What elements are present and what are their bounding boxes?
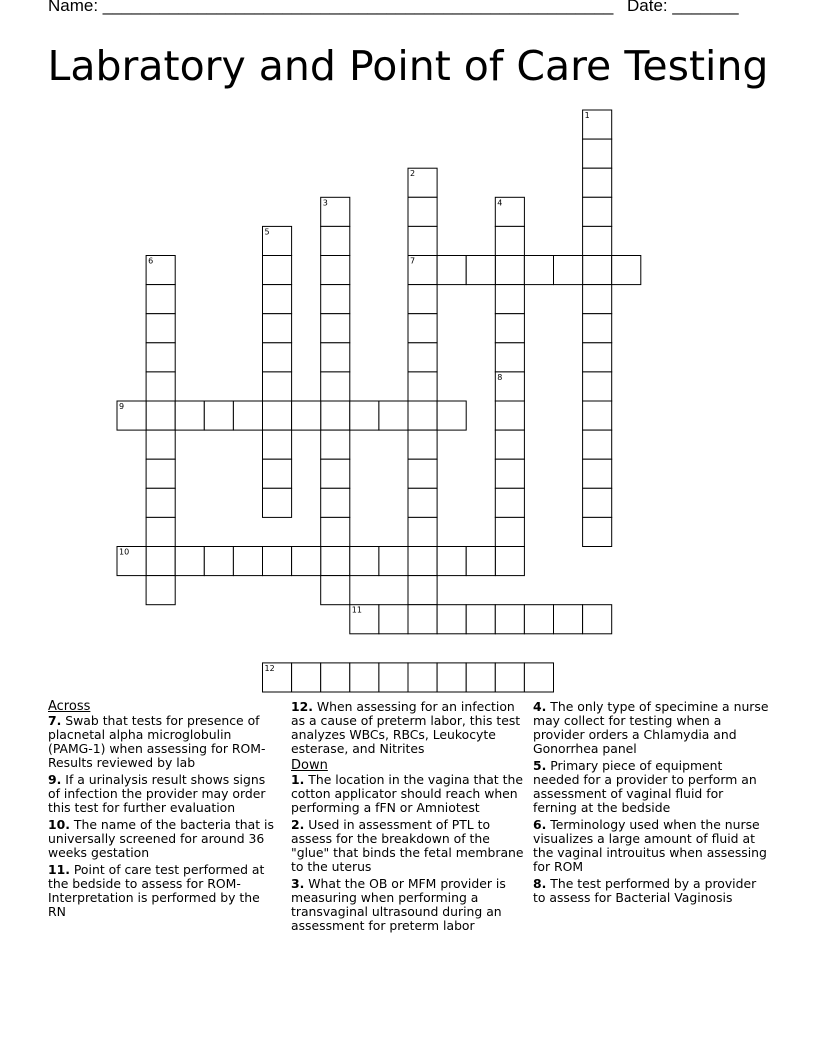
grid-cell[interactable] <box>495 343 524 372</box>
grid-cell[interactable] <box>583 226 612 255</box>
clue-down-3 <box>291 877 527 933</box>
clue-start-number: 1 <box>584 111 590 120</box>
grid-cell[interactable] <box>583 343 612 372</box>
clue-number: 2. <box>291 817 305 832</box>
grid-cell[interactable] <box>175 547 204 576</box>
clue-text: Used in assessment of PTL to assess for the breakdown of the "glue" that binds the fetal membrane to the uterus <box>291 817 524 874</box>
grid-cell[interactable] <box>408 226 437 255</box>
clue-number: 3. <box>291 876 305 891</box>
clue-text: Point of care test performed at the bedside to assess for ROM- Interpretation is performed by the RN <box>48 862 265 919</box>
grid-cell[interactable] <box>321 576 350 605</box>
clue-start-number: 5 <box>264 227 270 237</box>
grid-cell[interactable] <box>408 459 437 488</box>
grid-cell[interactable] <box>583 139 612 168</box>
grid-cell[interactable] <box>495 663 524 692</box>
grid-cell[interactable] <box>292 547 321 576</box>
clue-text: The test performed by a provider to assess for Bacterial Vaginosis <box>533 876 757 905</box>
grid-cell[interactable] <box>466 605 495 634</box>
grid-cell[interactable] <box>263 488 292 517</box>
grid-cell[interactable] <box>437 605 466 634</box>
grid-cell[interactable] <box>408 256 437 285</box>
grid-cell[interactable] <box>350 605 379 634</box>
grid-cell[interactable] <box>408 343 437 372</box>
clue-text: Primary piece of equipment needed for a provider to perform an assessment of vaginal fluid for ferning at the bedside <box>533 758 757 815</box>
grid-cell[interactable] <box>495 226 524 255</box>
grid-cell[interactable] <box>583 314 612 343</box>
grid-cell[interactable] <box>117 401 146 430</box>
grid-cell[interactable] <box>408 430 437 459</box>
clue-text: If a urinalysis result shows signs of infection the provider may order this test for further evaluation <box>48 772 266 815</box>
grid-cell[interactable] <box>408 197 437 226</box>
grid-cell[interactable] <box>437 663 466 692</box>
grid-cell[interactable] <box>175 401 204 430</box>
grid-cell[interactable] <box>466 547 495 576</box>
clue-number: 6. <box>533 817 547 832</box>
clue-number: 9. <box>48 772 62 787</box>
clue-number: 5. <box>533 758 547 773</box>
clue-down-1 <box>291 773 527 815</box>
grid-cell[interactable] <box>583 256 612 285</box>
clue-down-2 <box>291 818 527 874</box>
grid-cell[interactable] <box>321 430 350 459</box>
grid-cell[interactable] <box>321 459 350 488</box>
grid-cell[interactable] <box>321 314 350 343</box>
clue-text: The name of the bacteria that is universally screened for around 36 weeks gestation <box>48 817 274 860</box>
clue-start-number: 2 <box>410 169 416 179</box>
grid-cell[interactable] <box>321 517 350 546</box>
grid-cell[interactable] <box>263 314 292 343</box>
grid-cell[interactable] <box>263 663 292 692</box>
grid-cell[interactable] <box>146 576 175 605</box>
grid-cell[interactable] <box>524 605 553 634</box>
clue-across-12 <box>291 700 527 756</box>
grid-cell[interactable] <box>263 459 292 488</box>
clue-number: 7. <box>48 713 62 728</box>
clue-column-1 <box>48 700 280 922</box>
grid-cell[interactable] <box>321 226 350 255</box>
grid-cell[interactable] <box>321 343 350 372</box>
grid-cell[interactable] <box>292 663 321 692</box>
grid-cell[interactable] <box>495 517 524 546</box>
clue-number: 10. <box>48 817 70 832</box>
grid-cell[interactable] <box>408 547 437 576</box>
grid-cell[interactable] <box>117 547 146 576</box>
clue-down-8 <box>533 877 769 905</box>
grid-cell[interactable] <box>233 547 262 576</box>
grid-cell[interactable] <box>495 547 524 576</box>
grid-cell[interactable] <box>350 401 379 430</box>
grid-cell[interactable] <box>146 517 175 546</box>
grid-cell[interactable] <box>524 256 553 285</box>
grid-cell[interactable] <box>146 459 175 488</box>
clue-start-number: 6 <box>148 256 154 266</box>
header-line <box>48 0 748 20</box>
grid-cell[interactable] <box>204 401 233 430</box>
grid-cell[interactable] <box>583 605 612 634</box>
grid-cell[interactable] <box>437 256 466 285</box>
grid-cell[interactable] <box>408 372 437 401</box>
clue-down-4 <box>533 700 769 756</box>
grid-cell[interactable] <box>292 401 321 430</box>
grid-cell[interactable] <box>263 401 292 430</box>
grid-cell[interactable] <box>408 517 437 546</box>
grid-cell[interactable] <box>495 488 524 517</box>
clue-down-6 <box>533 818 769 874</box>
grid-cell[interactable] <box>495 605 524 634</box>
grid-cell[interactable] <box>233 401 262 430</box>
grid-cell[interactable] <box>583 401 612 430</box>
grid-cell[interactable] <box>524 663 553 692</box>
grid-cell[interactable] <box>146 488 175 517</box>
clue-start-number: 3 <box>322 198 328 208</box>
clue-text: When assessing for an infection as a cause of preterm labor, this test analyzes WBCs, RBCs, Leukocyte esterase, and Nitrites <box>291 699 521 756</box>
grid-cell[interactable] <box>583 430 612 459</box>
grid-cell[interactable] <box>583 488 612 517</box>
grid-cell[interactable] <box>495 314 524 343</box>
grid-cell[interactable] <box>554 256 583 285</box>
clue-text: The location in the vagina that the cotton applicator should reach when performing a fFN or Amniotest <box>291 772 523 815</box>
clue-column-2 <box>291 700 527 936</box>
grid-cell[interactable] <box>466 256 495 285</box>
clue-number: 1. <box>291 772 305 787</box>
grid-cell[interactable] <box>263 372 292 401</box>
grid-cell[interactable] <box>437 401 466 430</box>
grid-cell[interactable] <box>146 343 175 372</box>
grid-cell[interactable] <box>583 110 612 139</box>
grid-cell[interactable] <box>495 256 524 285</box>
grid-cell[interactable] <box>379 605 408 634</box>
clue-text: Swab that tests for presence of placnetal alpha microglobulin (PAMG-1) when assessing for ROM- Results reviewed by lab <box>48 713 266 770</box>
grid-cell[interactable] <box>321 256 350 285</box>
grid-cell[interactable] <box>321 285 350 314</box>
grid-cell[interactable] <box>146 285 175 314</box>
grid-cell[interactable] <box>379 547 408 576</box>
grid-cell[interactable] <box>408 663 437 692</box>
grid-cell[interactable] <box>583 459 612 488</box>
grid-cell[interactable] <box>263 256 292 285</box>
grid-cell[interactable] <box>146 314 175 343</box>
clue-start-number: 10 <box>119 547 130 557</box>
grid-cell[interactable] <box>146 256 175 285</box>
grid-cell[interactable] <box>321 197 350 226</box>
grid-cell[interactable] <box>204 547 233 576</box>
clue-start-number: 7 <box>410 256 416 266</box>
grid-cell[interactable] <box>379 663 408 692</box>
grid-cell[interactable] <box>495 285 524 314</box>
grid-cell[interactable] <box>350 663 379 692</box>
clue-down-5 <box>533 759 769 815</box>
clue-text: Terminology used when the nurse visualizes a large amount of fluid at the vaginal introuitus when assessing for ROM <box>533 817 767 874</box>
grid-cell[interactable] <box>321 401 350 430</box>
clue-start-number: 4 <box>497 198 503 208</box>
grid-cell[interactable] <box>321 372 350 401</box>
grid-cell[interactable] <box>408 488 437 517</box>
grid-cell[interactable] <box>146 430 175 459</box>
grid-cell[interactable] <box>408 605 437 634</box>
grid-cell[interactable] <box>321 663 350 692</box>
date-field[interactable]: Date: _______ <box>627 0 739 15</box>
grid-cell[interactable] <box>612 256 641 285</box>
grid-cell[interactable] <box>321 547 350 576</box>
grid-cell[interactable] <box>495 459 524 488</box>
clue-number: 4. <box>533 699 547 714</box>
grid-cell[interactable] <box>583 285 612 314</box>
grid-cell[interactable] <box>408 285 437 314</box>
clue-number: 12. <box>291 699 313 714</box>
grid-cell[interactable] <box>466 663 495 692</box>
clue-number: 8. <box>533 876 547 891</box>
grid-cell[interactable] <box>583 197 612 226</box>
clue-start-number: 12 <box>264 663 275 673</box>
grid-cell[interactable] <box>408 168 437 197</box>
down-heading: Down <box>291 758 328 773</box>
grid-cell[interactable] <box>146 401 175 430</box>
clue-across-11 <box>48 863 280 919</box>
clue-start-number: 9 <box>119 402 125 411</box>
clue-text: What the OB or MFM provider is measuring when performing a transvaginal ultrasound during an assessment for preterm labor <box>291 876 506 933</box>
grid-cell[interactable] <box>437 547 466 576</box>
clue-text: The only type of specimine a nurse may collect for testing when a provider orders a Chlamydia and Gonorrhea panel <box>533 699 769 756</box>
clue-across-10 <box>48 818 280 860</box>
across-heading: Across <box>48 699 91 714</box>
grid-cell[interactable] <box>379 401 408 430</box>
grid-cell[interactable] <box>263 226 292 255</box>
grid-cell[interactable] <box>263 430 292 459</box>
grid-cell[interactable] <box>583 372 612 401</box>
grid-cell[interactable] <box>146 547 175 576</box>
grid-cell[interactable] <box>408 314 437 343</box>
clue-column-3 <box>533 700 769 908</box>
grid-cell[interactable] <box>350 547 379 576</box>
clue-start-number: 11 <box>351 605 362 615</box>
clue-number: 11. <box>48 862 70 877</box>
grid-cell[interactable] <box>321 488 350 517</box>
grid-cell[interactable] <box>495 430 524 459</box>
grid-cell[interactable] <box>495 372 524 401</box>
grid-cell[interactable] <box>495 197 524 226</box>
grid-cell[interactable] <box>263 547 292 576</box>
grid-cell[interactable] <box>263 343 292 372</box>
grid-cell[interactable] <box>495 401 524 430</box>
grid-cell[interactable] <box>408 401 437 430</box>
clue-across-9 <box>48 773 280 815</box>
grid-cell[interactable] <box>263 285 292 314</box>
grid-cell[interactable] <box>583 517 612 546</box>
grid-cell[interactable] <box>146 372 175 401</box>
grid-cell[interactable] <box>408 576 437 605</box>
clue-start-number: 8 <box>497 372 503 382</box>
grid-cell[interactable] <box>583 168 612 197</box>
grid-cell[interactable] <box>554 605 583 634</box>
page-title: Labratory and Point of Care Testing <box>47 42 769 90</box>
name-field[interactable]: Name: ______________________________________________________ <box>48 0 614 15</box>
clue-across-7 <box>48 714 280 770</box>
